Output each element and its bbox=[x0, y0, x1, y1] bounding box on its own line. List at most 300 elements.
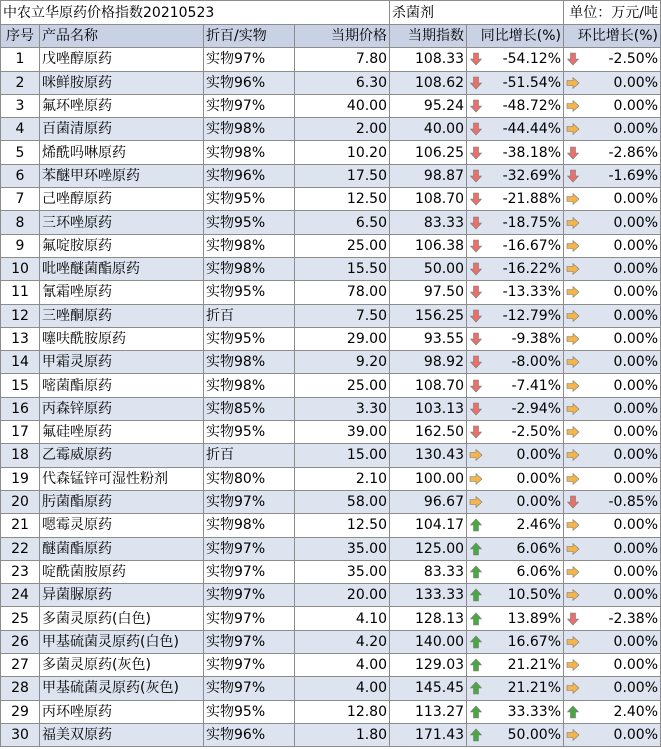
product-name: 吡唑醚菌酯原药 bbox=[40, 257, 204, 280]
arrow-right-icon bbox=[469, 495, 483, 509]
mom-value: 0.00% bbox=[613, 191, 659, 208]
product-name: 氟啶胺原药 bbox=[40, 234, 204, 257]
current-price: 25.00 bbox=[295, 234, 390, 257]
current-price: 40.00 bbox=[295, 94, 390, 117]
arrow-right-icon bbox=[566, 285, 580, 299]
product-name: 甲基硫菌灵原药(白色) bbox=[40, 630, 204, 653]
arrow-down-icon bbox=[566, 146, 580, 160]
row-number: 24 bbox=[1, 584, 40, 607]
table-row bbox=[1, 327, 661, 350]
mom-change bbox=[564, 560, 661, 583]
table-row bbox=[1, 444, 661, 467]
product-spec: 实物97% bbox=[204, 654, 295, 677]
mom-value: 0.00% bbox=[613, 400, 659, 417]
current-index: 171.43 bbox=[390, 723, 467, 746]
table-row bbox=[1, 304, 661, 327]
mom-value: 0.00% bbox=[613, 517, 659, 534]
product-name: 代森锰锌可湿性粉剂 bbox=[40, 467, 204, 490]
mom-change bbox=[564, 723, 661, 746]
product-name: 甲基硫菌灵原药(灰色) bbox=[40, 677, 204, 700]
yoy-value: 2.46% bbox=[516, 517, 562, 534]
mom-change bbox=[564, 607, 661, 630]
current-index: 83.33 bbox=[390, 560, 467, 583]
yoy-change bbox=[467, 48, 564, 71]
yoy-change bbox=[467, 560, 564, 583]
product-name: 多菌灵原药(白色) bbox=[40, 607, 204, 630]
product-name: 戊唑醇原药 bbox=[40, 48, 204, 71]
current-index: 128.13 bbox=[390, 607, 467, 630]
current-price: 35.00 bbox=[295, 560, 390, 583]
arrow-down-icon bbox=[469, 355, 483, 369]
yoy-change bbox=[467, 514, 564, 537]
row-number: 3 bbox=[1, 94, 40, 117]
product-name: 咪鲜胺原药 bbox=[40, 71, 204, 94]
product-spec: 实物98% bbox=[204, 374, 295, 397]
mom-change bbox=[564, 514, 661, 537]
yoy-value: -54.12% bbox=[502, 51, 562, 68]
arrow-right-icon bbox=[469, 472, 483, 486]
product-spec: 实物97% bbox=[204, 677, 295, 700]
arrow-down-icon bbox=[469, 262, 483, 276]
mom-value: -1.69% bbox=[608, 167, 659, 184]
current-price: 25.00 bbox=[295, 374, 390, 397]
mom-change bbox=[564, 397, 661, 420]
row-number: 9 bbox=[1, 234, 40, 257]
product-spec: 实物85% bbox=[204, 397, 295, 420]
yoy-value: 6.06% bbox=[516, 540, 562, 557]
current-price: 4.10 bbox=[295, 607, 390, 630]
current-index: 162.50 bbox=[390, 421, 467, 444]
arrow-up-icon bbox=[469, 612, 483, 626]
row-number: 30 bbox=[1, 723, 40, 746]
product-name: 福美双原药 bbox=[40, 723, 204, 746]
arrow-down-icon bbox=[469, 239, 483, 253]
arrow-right-icon bbox=[566, 565, 580, 579]
mom-value: 0.00% bbox=[613, 587, 659, 604]
mom-change bbox=[564, 654, 661, 677]
product-spec: 实物97% bbox=[204, 48, 295, 71]
table-row bbox=[1, 164, 661, 187]
table-row bbox=[1, 374, 661, 397]
product-name: 噻呋酰胺原药 bbox=[40, 327, 204, 350]
current-price: 35.00 bbox=[295, 537, 390, 560]
arrow-up-icon bbox=[566, 705, 580, 719]
mom-value: 0.00% bbox=[613, 727, 659, 744]
row-number: 27 bbox=[1, 654, 40, 677]
mom-change bbox=[564, 444, 661, 467]
mom-value: 0.00% bbox=[613, 331, 659, 347]
table-row bbox=[1, 141, 661, 164]
current-index: 40.00 bbox=[390, 118, 467, 141]
mom-change bbox=[564, 327, 661, 350]
yoy-value: 16.67% bbox=[507, 633, 562, 650]
arrow-down-icon bbox=[469, 122, 483, 136]
table-row bbox=[1, 281, 661, 304]
product-spec: 实物97% bbox=[204, 94, 295, 117]
product-spec: 实物98% bbox=[204, 118, 295, 141]
product-spec: 实物96% bbox=[204, 723, 295, 746]
current-price: 6.30 bbox=[295, 71, 390, 94]
table-row bbox=[1, 397, 661, 420]
current-index: 108.33 bbox=[390, 48, 467, 71]
yoy-value: -48.72% bbox=[502, 98, 562, 115]
row-number: 21 bbox=[1, 514, 40, 537]
current-price: 78.00 bbox=[295, 281, 390, 304]
product-spec: 实物98% bbox=[204, 141, 295, 164]
arrow-right-icon bbox=[566, 635, 580, 649]
header-type: 折百/实物 bbox=[204, 25, 295, 48]
yoy-value: -9.38% bbox=[511, 331, 562, 347]
header-row bbox=[1, 25, 661, 48]
table-title: 中农立华原药价格指数20210523 bbox=[1, 1, 390, 25]
yoy-value: -32.69% bbox=[502, 167, 562, 184]
yoy-value: 21.21% bbox=[507, 680, 562, 697]
mom-change bbox=[564, 584, 661, 607]
yoy-change bbox=[467, 467, 564, 490]
arrow-right-icon bbox=[566, 332, 580, 346]
product-name: 丙环唑原药 bbox=[40, 700, 204, 723]
arrow-right-icon bbox=[566, 379, 580, 393]
row-number: 26 bbox=[1, 630, 40, 653]
current-price: 7.80 bbox=[295, 48, 390, 71]
product-spec: 实物97% bbox=[204, 630, 295, 653]
table-row bbox=[1, 630, 661, 653]
mom-change bbox=[564, 700, 661, 723]
yoy-value: 50.00% bbox=[507, 727, 562, 744]
table-row bbox=[1, 467, 661, 490]
current-index: 125.00 bbox=[390, 537, 467, 560]
product-spec: 实物96% bbox=[204, 71, 295, 94]
current-price: 12.50 bbox=[295, 188, 390, 211]
yoy-change bbox=[467, 281, 564, 304]
header-index: 当期指数 bbox=[390, 25, 467, 48]
yoy-value: -12.79% bbox=[502, 307, 562, 324]
arrow-right-icon bbox=[566, 658, 580, 672]
product-name: 氰霜唑原药 bbox=[40, 281, 204, 304]
yoy-change bbox=[467, 188, 564, 211]
row-number: 18 bbox=[1, 444, 40, 467]
yoy-change bbox=[467, 421, 564, 444]
current-index: 103.13 bbox=[390, 397, 467, 420]
mom-value: 0.00% bbox=[613, 98, 659, 115]
yoy-change bbox=[467, 607, 564, 630]
mom-value: 0.00% bbox=[613, 680, 659, 697]
header-price: 当期价格 bbox=[295, 25, 390, 48]
yoy-value: -38.18% bbox=[502, 144, 562, 161]
mom-value: 0.00% bbox=[613, 74, 659, 91]
table-row bbox=[1, 677, 661, 700]
mom-value: 0.00% bbox=[613, 237, 659, 254]
arrow-up-icon bbox=[469, 681, 483, 695]
arrow-up-icon bbox=[469, 518, 483, 532]
table-row bbox=[1, 654, 661, 677]
mom-value: 0.00% bbox=[613, 470, 659, 487]
row-number: 13 bbox=[1, 327, 40, 350]
product-name: 啶酰菌胺原药 bbox=[40, 560, 204, 583]
arrow-right-icon bbox=[566, 425, 580, 439]
yoy-change bbox=[467, 211, 564, 234]
yoy-value: 13.89% bbox=[507, 610, 562, 627]
mom-value: 0.00% bbox=[613, 121, 659, 138]
current-index: 96.67 bbox=[390, 490, 467, 513]
product-name: 乙霉威原药 bbox=[40, 444, 204, 467]
product-name: 己唑醇原药 bbox=[40, 188, 204, 211]
product-spec: 折百 bbox=[204, 304, 295, 327]
current-price: 17.50 bbox=[295, 164, 390, 187]
product-spec: 实物98% bbox=[204, 514, 295, 537]
arrow-right-icon bbox=[566, 355, 580, 369]
current-index: 129.03 bbox=[390, 654, 467, 677]
row-number: 15 bbox=[1, 374, 40, 397]
product-spec: 实物97% bbox=[204, 560, 295, 583]
mom-value: 2.40% bbox=[613, 703, 659, 720]
current-index: 106.38 bbox=[390, 234, 467, 257]
yoy-value: -51.54% bbox=[502, 74, 562, 91]
mom-value: 0.00% bbox=[613, 633, 659, 650]
product-name: 嗯霉灵原药 bbox=[40, 514, 204, 537]
yoy-value: -21.88% bbox=[502, 191, 562, 208]
product-spec: 折百 bbox=[204, 444, 295, 467]
product-spec: 实物97% bbox=[204, 537, 295, 560]
yoy-value: 0.00% bbox=[516, 447, 562, 464]
arrow-down-icon bbox=[469, 169, 483, 183]
row-number: 2 bbox=[1, 71, 40, 94]
row-number: 22 bbox=[1, 537, 40, 560]
product-name: 氟环唑原药 bbox=[40, 94, 204, 117]
yoy-change bbox=[467, 94, 564, 117]
current-index: 113.27 bbox=[390, 700, 467, 723]
arrow-right-icon bbox=[566, 216, 580, 230]
mom-value: 0.00% bbox=[613, 214, 659, 231]
mom-change bbox=[564, 374, 661, 397]
yoy-change bbox=[467, 141, 564, 164]
yoy-value: 10.50% bbox=[507, 587, 562, 604]
product-spec: 实物95% bbox=[204, 700, 295, 723]
yoy-value: 33.33% bbox=[507, 703, 562, 720]
current-price: 4.00 bbox=[295, 654, 390, 677]
arrow-down-icon bbox=[566, 52, 580, 66]
current-index: 108.70 bbox=[390, 374, 467, 397]
yoy-change bbox=[467, 374, 564, 397]
table-row bbox=[1, 584, 661, 607]
current-index: 108.70 bbox=[390, 188, 467, 211]
yoy-value: 0.00% bbox=[516, 470, 562, 487]
yoy-value: -16.22% bbox=[502, 261, 562, 278]
product-spec: 实物98% bbox=[204, 351, 295, 374]
table-row bbox=[1, 421, 661, 444]
current-price: 2.00 bbox=[295, 118, 390, 141]
yoy-change bbox=[467, 257, 564, 280]
mom-change bbox=[564, 421, 661, 444]
current-index: 97.50 bbox=[390, 281, 467, 304]
yoy-value: -44.44% bbox=[502, 121, 562, 138]
mom-change bbox=[564, 304, 661, 327]
mom-value: -2.50% bbox=[608, 51, 659, 68]
title-row bbox=[1, 1, 661, 25]
yoy-change bbox=[467, 537, 564, 560]
product-name: 百菌清原药 bbox=[40, 118, 204, 141]
yoy-value: 21.21% bbox=[507, 657, 562, 674]
product-name: 苯醚甲环唑原药 bbox=[40, 164, 204, 187]
current-index: 106.25 bbox=[390, 141, 467, 164]
row-number: 29 bbox=[1, 700, 40, 723]
current-price: 4.20 bbox=[295, 630, 390, 653]
mom-change bbox=[564, 467, 661, 490]
header-no: 序号 bbox=[1, 25, 40, 48]
mom-change bbox=[564, 257, 661, 280]
current-index: 145.45 bbox=[390, 677, 467, 700]
current-index: 95.24 bbox=[390, 94, 467, 117]
current-index: 83.33 bbox=[390, 211, 467, 234]
arrow-right-icon bbox=[566, 472, 580, 486]
row-number: 19 bbox=[1, 467, 40, 490]
yoy-change bbox=[467, 630, 564, 653]
row-number: 11 bbox=[1, 281, 40, 304]
yoy-value: -8.00% bbox=[511, 354, 562, 371]
arrow-right-icon bbox=[566, 402, 580, 416]
arrow-right-icon bbox=[566, 588, 580, 602]
mom-value: 0.00% bbox=[613, 447, 659, 464]
arrow-right-icon bbox=[566, 262, 580, 276]
product-name: 多菌灵原药(灰色) bbox=[40, 654, 204, 677]
arrow-down-icon bbox=[469, 146, 483, 160]
yoy-change bbox=[467, 584, 564, 607]
yoy-change bbox=[467, 327, 564, 350]
current-index: 140.00 bbox=[390, 630, 467, 653]
yoy-change bbox=[467, 234, 564, 257]
yoy-change bbox=[467, 118, 564, 141]
current-index: 50.00 bbox=[390, 257, 467, 280]
product-spec: 实物97% bbox=[204, 584, 295, 607]
current-index: 93.55 bbox=[390, 327, 467, 350]
current-price: 12.50 bbox=[295, 514, 390, 537]
row-number: 7 bbox=[1, 188, 40, 211]
yoy-change bbox=[467, 444, 564, 467]
mom-change bbox=[564, 677, 661, 700]
table-row bbox=[1, 490, 661, 513]
mom-value: 0.00% bbox=[613, 354, 659, 371]
yoy-value: -13.33% bbox=[502, 284, 562, 301]
mom-change bbox=[564, 188, 661, 211]
current-index: 98.87 bbox=[390, 164, 467, 187]
current-index: 100.00 bbox=[390, 467, 467, 490]
yoy-change bbox=[467, 677, 564, 700]
mom-change bbox=[564, 118, 661, 141]
table-row bbox=[1, 48, 661, 71]
row-number: 1 bbox=[1, 48, 40, 71]
header-name: 产品名称 bbox=[40, 25, 204, 48]
product-name: 肟菌酯原药 bbox=[40, 490, 204, 513]
arrow-right-icon bbox=[566, 542, 580, 556]
yoy-change bbox=[467, 71, 564, 94]
product-spec: 实物96% bbox=[204, 164, 295, 187]
arrow-right-icon bbox=[566, 239, 580, 253]
row-number: 12 bbox=[1, 304, 40, 327]
table-row bbox=[1, 700, 661, 723]
arrow-right-icon bbox=[566, 518, 580, 532]
arrow-down-icon bbox=[469, 192, 483, 206]
yoy-value: -2.50% bbox=[511, 424, 562, 441]
yoy-change bbox=[467, 700, 564, 723]
table-row bbox=[1, 234, 661, 257]
product-name: 嘧菌酯原药 bbox=[40, 374, 204, 397]
table-row bbox=[1, 257, 661, 280]
mom-value: 0.00% bbox=[613, 563, 659, 580]
current-price: 7.50 bbox=[295, 304, 390, 327]
arrow-down-icon bbox=[469, 285, 483, 299]
table-row bbox=[1, 607, 661, 630]
current-index: 104.17 bbox=[390, 514, 467, 537]
table-row bbox=[1, 188, 661, 211]
yoy-change bbox=[467, 304, 564, 327]
current-index: 98.92 bbox=[390, 351, 467, 374]
mom-value: 0.00% bbox=[613, 377, 659, 394]
current-price: 15.00 bbox=[295, 444, 390, 467]
product-spec: 实物98% bbox=[204, 257, 295, 280]
unit-label: 单位：万元/吨 bbox=[564, 1, 661, 25]
product-spec: 实物95% bbox=[204, 421, 295, 444]
yoy-value: -2.94% bbox=[511, 400, 562, 417]
table-row bbox=[1, 514, 661, 537]
arrow-right-icon bbox=[566, 122, 580, 136]
arrow-up-icon bbox=[469, 658, 483, 672]
mom-change bbox=[564, 490, 661, 513]
table-row bbox=[1, 211, 661, 234]
yoy-change bbox=[467, 164, 564, 187]
product-spec: 实物80% bbox=[204, 467, 295, 490]
table-row bbox=[1, 118, 661, 141]
current-index: 133.33 bbox=[390, 584, 467, 607]
current-index: 156.25 bbox=[390, 304, 467, 327]
current-price: 3.30 bbox=[295, 397, 390, 420]
current-price: 29.00 bbox=[295, 327, 390, 350]
mom-change bbox=[564, 48, 661, 71]
arrow-right-icon bbox=[566, 76, 580, 90]
current-price: 6.50 bbox=[295, 211, 390, 234]
product-name: 三环唑原药 bbox=[40, 211, 204, 234]
yoy-change bbox=[467, 723, 564, 746]
arrow-down-icon bbox=[469, 99, 483, 113]
product-spec: 实物95% bbox=[204, 327, 295, 350]
yoy-value: -16.67% bbox=[502, 237, 562, 254]
arrow-right-icon bbox=[566, 448, 580, 462]
arrow-down-icon bbox=[469, 332, 483, 346]
mom-value: 0.00% bbox=[613, 657, 659, 674]
current-price: 20.00 bbox=[295, 584, 390, 607]
row-number: 14 bbox=[1, 351, 40, 374]
product-spec: 实物95% bbox=[204, 211, 295, 234]
row-number: 17 bbox=[1, 421, 40, 444]
arrow-down-icon bbox=[469, 76, 483, 90]
arrow-right-icon bbox=[566, 192, 580, 206]
mom-change bbox=[564, 630, 661, 653]
mom-change bbox=[564, 351, 661, 374]
yoy-change bbox=[467, 351, 564, 374]
mom-change bbox=[564, 94, 661, 117]
table-row bbox=[1, 71, 661, 94]
mom-value: -2.86% bbox=[608, 144, 659, 161]
row-number: 23 bbox=[1, 560, 40, 583]
arrow-up-icon bbox=[469, 588, 483, 602]
table-row bbox=[1, 537, 661, 560]
product-name: 三唑酮原药 bbox=[40, 304, 204, 327]
arrow-right-icon bbox=[566, 99, 580, 113]
yoy-value: 6.06% bbox=[516, 563, 562, 580]
mom-change bbox=[564, 211, 661, 234]
arrow-right-icon bbox=[469, 448, 483, 462]
arrow-down-icon bbox=[469, 309, 483, 323]
current-index: 130.43 bbox=[390, 444, 467, 467]
